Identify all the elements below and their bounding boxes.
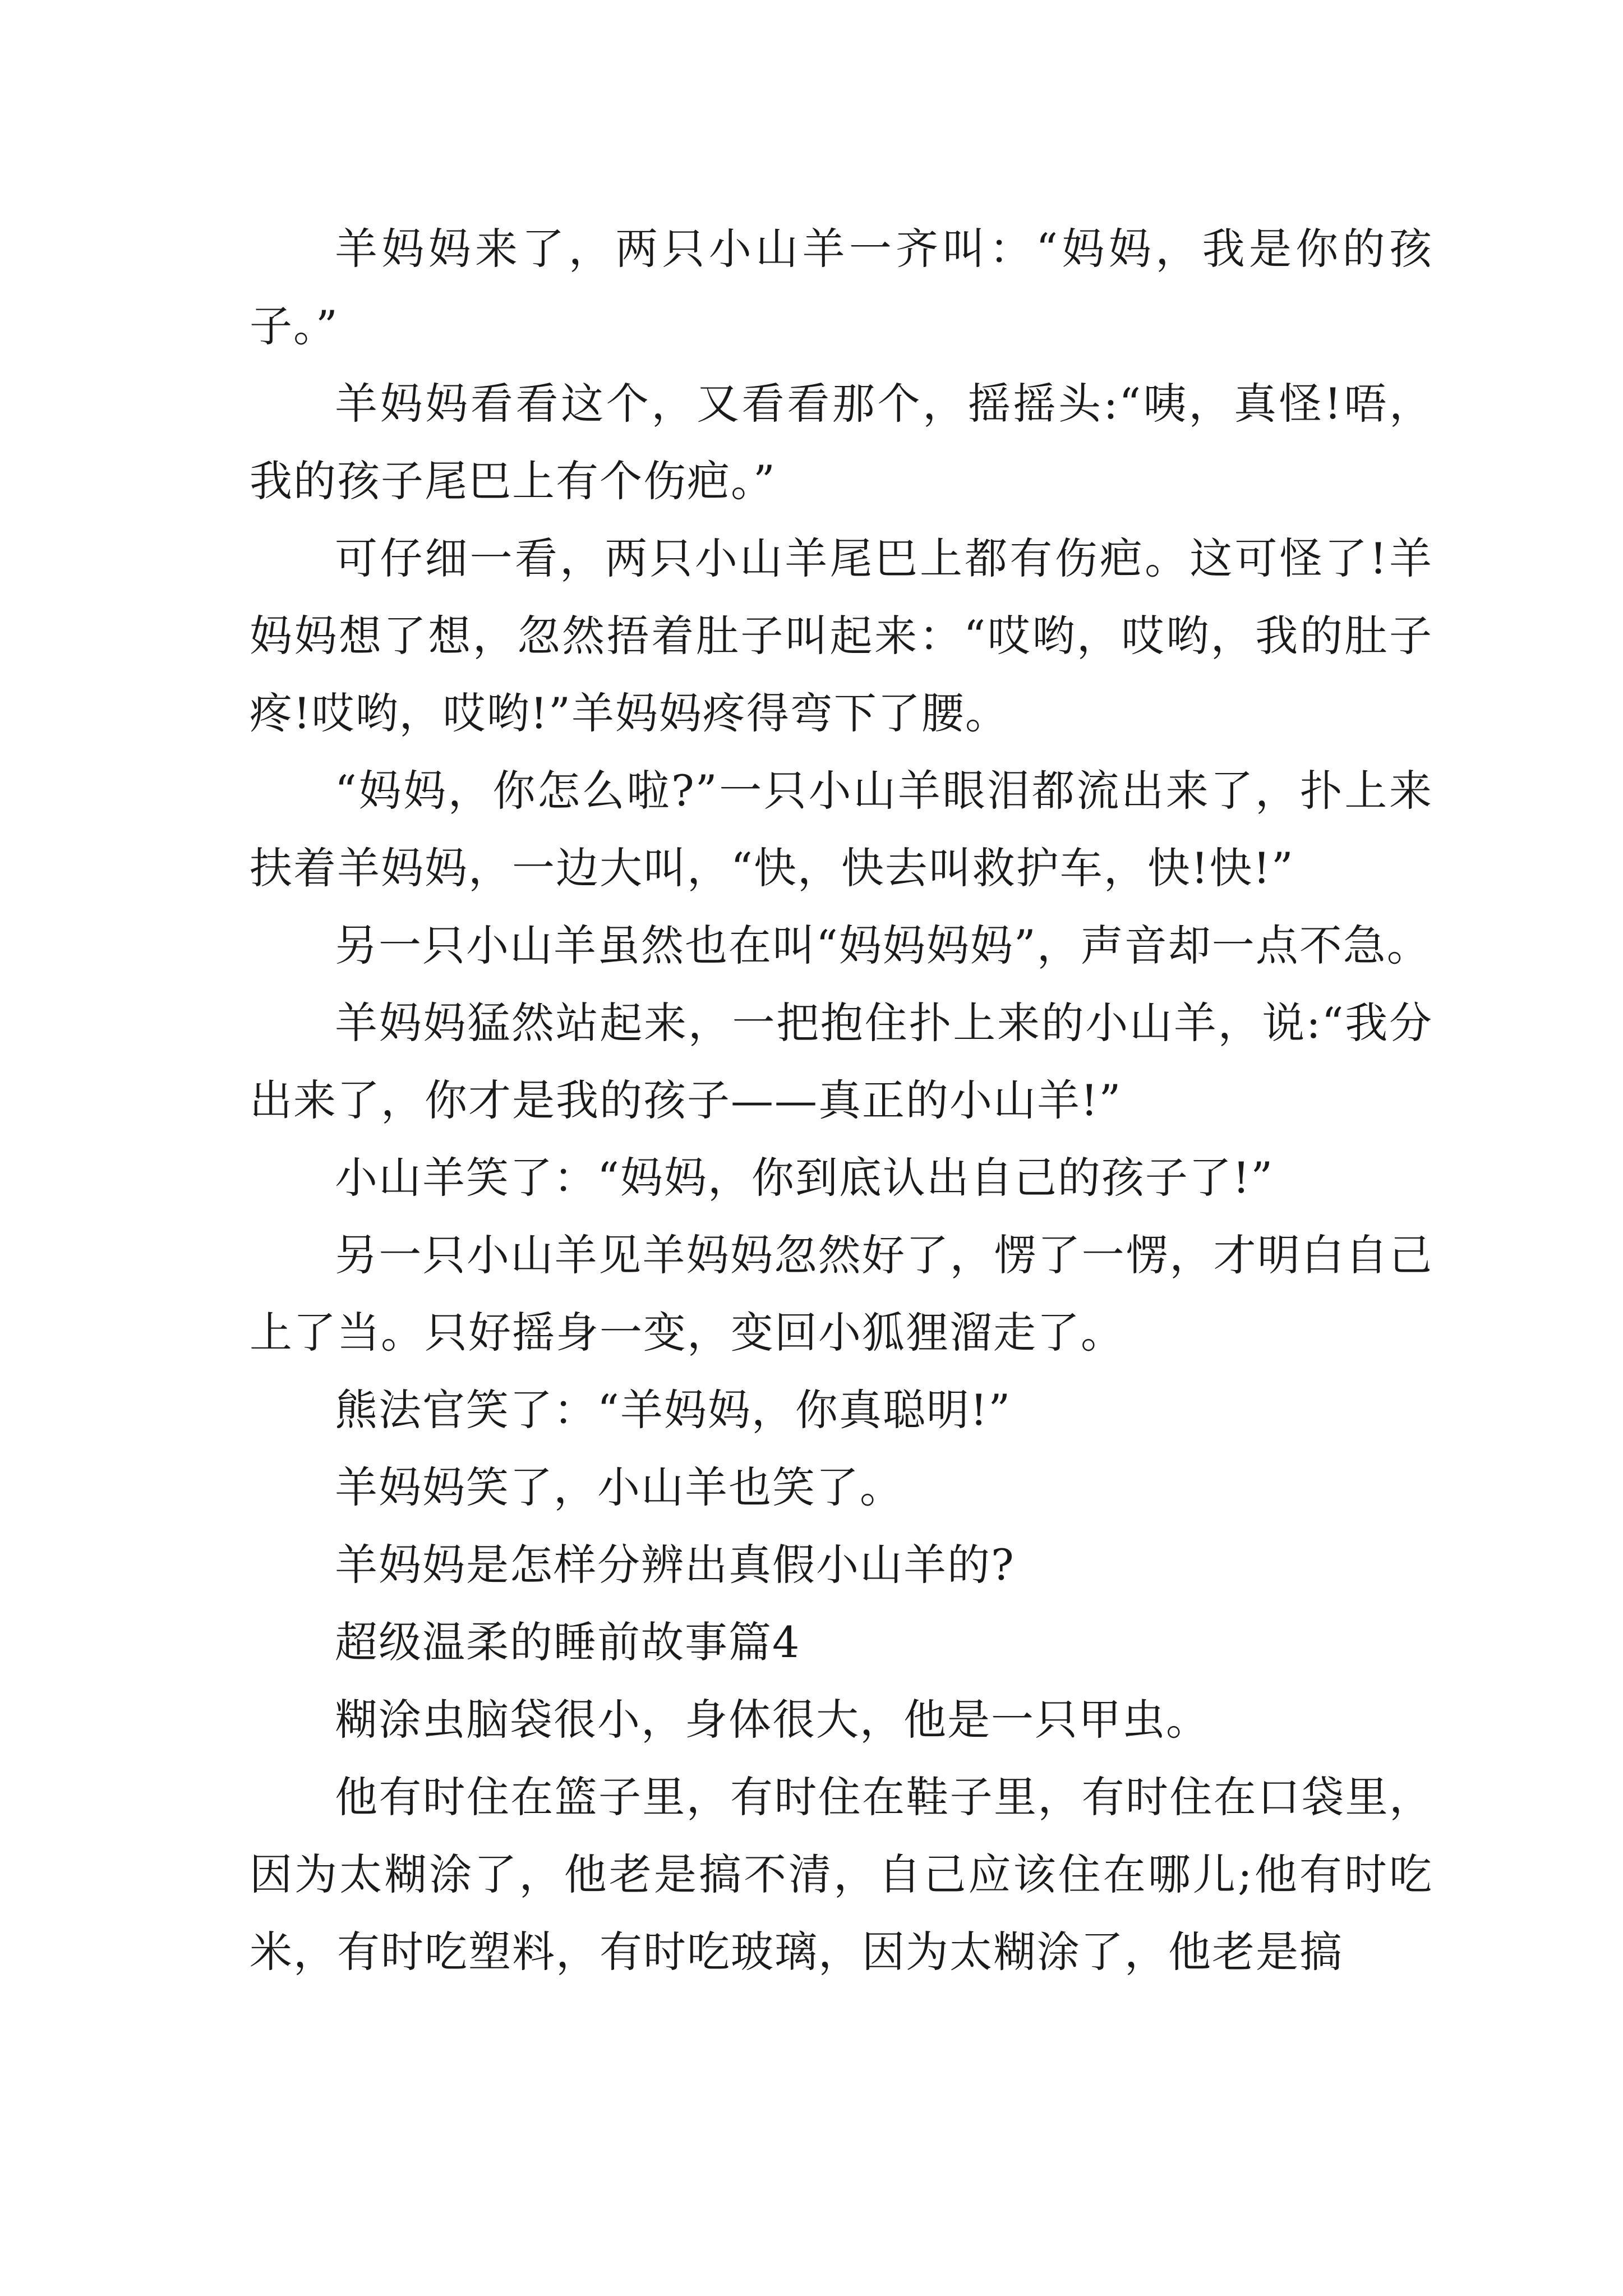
- paragraph-6: 羊妈妈猛然站起来，一把抱住扑上来的小山羊，说:“我分出来了，你才是我的孩子——真正的小山羊!”: [250, 998, 1433, 1125]
- paragraph-7: 小山羊笑了：“妈妈，你到底认出自己的孩子了!”: [335, 1153, 1274, 1203]
- story-text: [250, 210, 1433, 1991]
- paragraph-8: 另一只小山羊见羊妈妈忽然好了，愣了一愣，才明白自己上了当。只好摇身一变，变回小狐狸溜走了。: [250, 1230, 1433, 1358]
- section-heading: 超级温柔的睡前故事篇4: [335, 1617, 801, 1667]
- paragraph-12: 糊涂虫脑袋很小，身体很大，他是一只甲虫。: [335, 1695, 1210, 1745]
- paragraph-13: 他有时住在篮子里，有时住在鞋子里，有时住在口袋里，因为太糊涂了，他老是搞不清，自己应该住在哪儿;他有时吃米，有时吃塑料，有时吃玻璃，因为太糊涂了，他老是搞: [250, 1772, 1433, 1977]
- paragraph-10: 羊妈妈笑了，小山羊也笑了。: [335, 1462, 903, 1512]
- paragraph-1: 羊妈妈来了，两只小山羊一齐叫：“妈妈，我是你的孩子。”: [250, 224, 1433, 351]
- paragraph-11: 羊妈妈是怎样分辨出真假小山羊的?: [335, 1540, 1015, 1590]
- paragraph-4: “妈妈，你怎么啦?”一只小山羊眼泪都流出来了，扑上来扶着羊妈妈，一边大叫，“快，快去叫救护车，快!快!”: [250, 766, 1433, 893]
- paragraph-3: 可仔细一看，两只小山羊尾巴上都有伤疤。这可怪了!羊妈妈想了想，忽然捂着肚子叫起来：“哎哟，哎哟，我的肚子疼!哎哟，哎哟!”羊妈妈疼得弯下了腰。: [250, 533, 1433, 738]
- paragraph-2: 羊妈妈看看这个，又看看那个，摇摇头:“咦，真怪!唔，我的孩子尾巴上有个伤疤。”: [250, 379, 1433, 506]
- paragraph-9: 熊法官笑了：“羊妈妈，你真聪明!”: [335, 1385, 1012, 1435]
- paragraph-5: 另一只小山羊虽然也在叫“妈妈妈妈”，声音却一点不急。: [335, 921, 1431, 970]
